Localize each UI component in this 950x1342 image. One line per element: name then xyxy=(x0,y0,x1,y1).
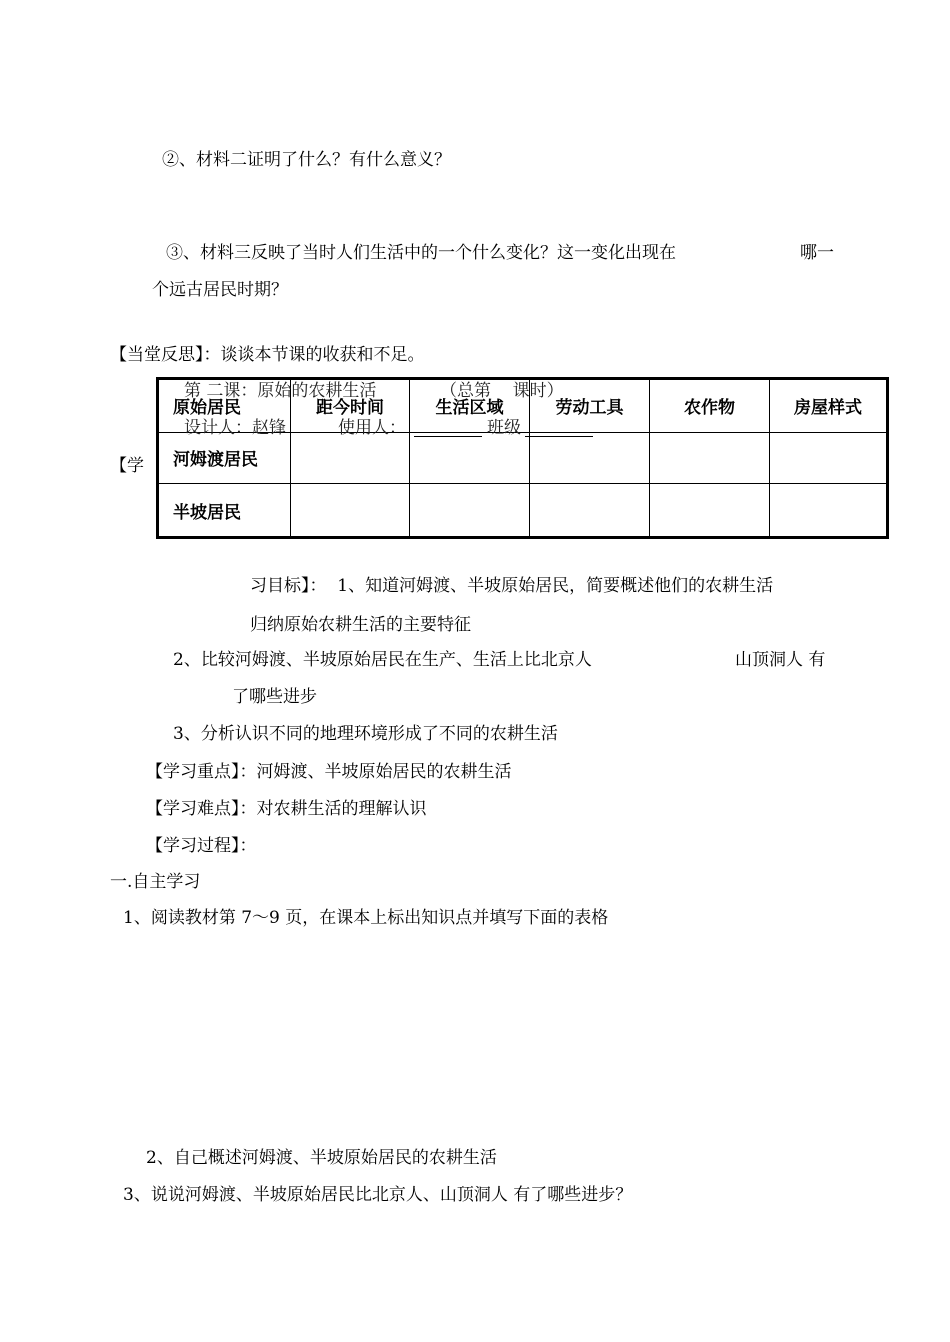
question-3-line1: ③、材料三反映了当时人们生活中的一个什么变化？这一变化出现在 xyxy=(166,243,676,263)
class-label: 班级 xyxy=(487,418,521,438)
user-blank[interactable] xyxy=(414,420,482,437)
header-cell: 生活区域 xyxy=(410,379,530,433)
header-cell: 房屋样式 xyxy=(770,379,888,433)
table-cell[interactable] xyxy=(410,484,530,538)
goal-1-line1: 习目标】： 1、知道河姆渡、半坡原始居民，简要概述他们的农耕生活 xyxy=(250,576,774,596)
key-point: 【学习重点】：河姆渡、半坡原始居民的农耕生活 xyxy=(146,762,512,782)
table-cell[interactable] xyxy=(770,432,888,484)
question-3-line2: 个远古居民时期？ xyxy=(152,280,288,300)
user-label: 使用人： xyxy=(338,418,406,438)
lesson-total-hours: （总第 课时） xyxy=(440,381,564,401)
table-row xyxy=(158,484,888,538)
goal-1-line2: 归纳原始农耕生活的主要特征 xyxy=(250,615,471,635)
reflection-prompt: 【当堂反思】：谈谈本节课的收获和不足。 xyxy=(110,345,425,365)
table-cell[interactable] xyxy=(530,484,650,538)
header-cell: 距今时间 xyxy=(291,379,410,433)
class-blank[interactable] xyxy=(525,420,593,437)
question-2: ②、材料二证明了什么？有什么意义？ xyxy=(162,150,451,170)
table-cell[interactable] xyxy=(770,484,888,538)
question-3-line1-end: 哪一 xyxy=(800,243,834,263)
study-goal-prefix: 【学 xyxy=(110,456,144,476)
row-label: 半坡居民 xyxy=(158,484,291,538)
designer-label: 设计人：赵锋 xyxy=(184,418,286,438)
header-cell: 农作物 xyxy=(650,379,770,433)
goal-2-line2: 了哪些进步 xyxy=(232,687,317,707)
section-self-study: 一.自主学习 xyxy=(110,872,201,892)
table-cell[interactable] xyxy=(650,484,770,538)
table-cell[interactable] xyxy=(650,432,770,484)
header-cell: 原始居民 xyxy=(158,379,291,433)
table-cell[interactable] xyxy=(530,432,650,484)
comparison-table xyxy=(156,377,889,539)
table-cell[interactable] xyxy=(410,432,530,484)
table-cell[interactable] xyxy=(291,484,410,538)
task-2: 2、自己概述河姆渡、半坡原始居民的农耕生活 xyxy=(146,1148,497,1168)
table-row xyxy=(158,432,888,484)
learning-process: 【学习过程】： xyxy=(146,836,257,856)
goal-2-line1: 2、比较河姆渡、半坡原始居民在生产、生活上比北京人 xyxy=(173,650,592,670)
header-cell: 劳动工具 xyxy=(530,379,650,433)
lesson-title: 第 二课：原始的农耕生活 xyxy=(184,381,377,401)
difficulty: 【学习难点】：对农耕生活的理解认识 xyxy=(146,799,427,819)
goal-3: 3、分析认识不同的地理环境形成了不同的农耕生活 xyxy=(173,724,558,744)
task-1: 1、阅读教材第 7～9 页，在课本上标出知识点并填写下面的表格 xyxy=(123,908,609,928)
row-label: 河姆渡居民 xyxy=(158,432,291,484)
task-3: 3、说说河姆渡、半坡原始居民比北京人、山顶洞人 有了哪些进步？ xyxy=(123,1185,633,1205)
goal-2-line1-end: 山顶洞人 有 xyxy=(735,650,826,670)
table-cell[interactable] xyxy=(291,432,410,484)
